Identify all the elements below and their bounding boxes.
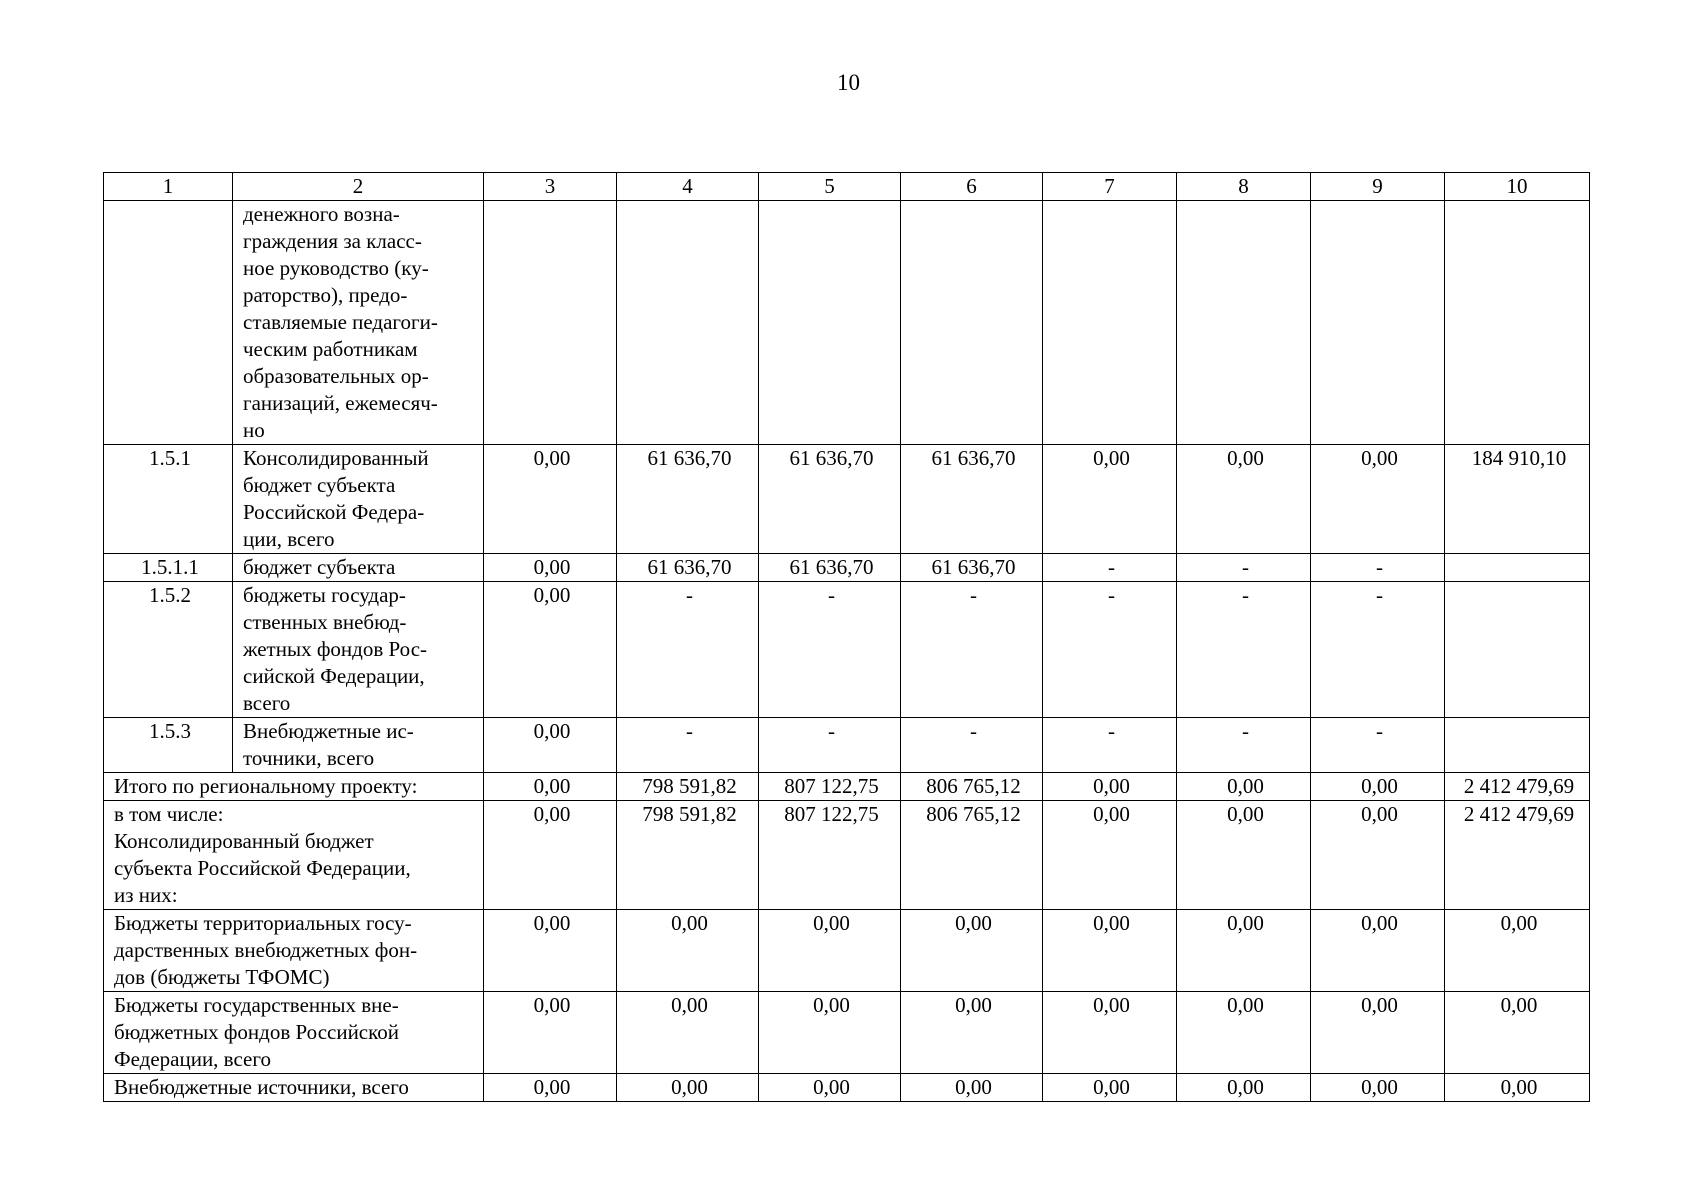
row-description: Внебюджетные ис- точники, всего: [233, 718, 484, 773]
value-cell: 0,00: [1177, 1074, 1311, 1102]
value-cell: [901, 201, 1043, 445]
value-cell: -: [1311, 718, 1445, 773]
value-cell: 0,00: [484, 910, 617, 992]
value-cell: 807 122,75: [759, 773, 901, 801]
value-cell: -: [617, 582, 759, 718]
column-header: 7: [1043, 173, 1177, 201]
value-cell: 0,00: [901, 1074, 1043, 1102]
value-cell: 0,00: [1177, 992, 1311, 1074]
value-cell: 0,00: [1043, 801, 1177, 910]
value-cell: 0,00: [1043, 992, 1177, 1074]
summary-row: [104, 992, 1590, 1074]
value-cell: 0,00: [617, 992, 759, 1074]
row-code: 1.5.2: [104, 582, 233, 718]
value-cell: 61 636,70: [901, 445, 1043, 554]
value-cell: 61 636,70: [617, 445, 759, 554]
column-header: 5: [759, 173, 901, 201]
value-cell: 0,00: [1311, 992, 1445, 1074]
value-cell: 0,00: [1311, 910, 1445, 992]
page-number: 10: [837, 70, 860, 95]
column-header: 1: [104, 173, 233, 201]
value-cell: 0,00: [759, 992, 901, 1074]
summary-row: [104, 801, 1590, 910]
summary-label: Итого по региональному проекту:: [104, 773, 484, 801]
value-cell: 0,00: [1177, 801, 1311, 910]
value-cell: 2 412 479,69: [1445, 801, 1590, 910]
value-cell: 0,00: [484, 801, 617, 910]
value-cell: 0,00: [759, 1074, 901, 1102]
column-header: 10: [1445, 173, 1590, 201]
table-row: [104, 718, 1590, 773]
value-cell: 0,00: [901, 992, 1043, 1074]
value-cell: 0,00: [1311, 1074, 1445, 1102]
value-cell: 0,00: [484, 554, 617, 582]
value-cell: [759, 201, 901, 445]
value-cell: 806 765,12: [901, 773, 1043, 801]
row-description: бюджет субъекта: [233, 554, 484, 582]
value-cell: 0,00: [1177, 910, 1311, 992]
value-cell: 0,00: [1311, 773, 1445, 801]
value-cell: 0,00: [1043, 910, 1177, 992]
value-cell: [484, 201, 617, 445]
column-header: 6: [901, 173, 1043, 201]
row-description: денежного возна- граждения за класс- ное руководство (ку- раторство), предо- ставляемые педагоги- ческим работникам образовательных ор- ганизаций, ежемесяч- но: [233, 201, 484, 445]
value-cell: 61 636,70: [759, 445, 901, 554]
value-cell: 0,00: [1177, 773, 1311, 801]
summary-label: в том числе: Консолидированный бюджет субъекта Российской Федерации, из них:: [104, 801, 484, 910]
value-cell: 0,00: [484, 582, 617, 718]
value-cell: 0,00: [1043, 773, 1177, 801]
value-cell: 0,00: [484, 773, 617, 801]
table-row: [104, 445, 1590, 554]
value-cell: 0,00: [901, 910, 1043, 992]
value-cell: 0,00: [617, 910, 759, 992]
table-row: [104, 554, 1590, 582]
summary-row: [104, 910, 1590, 992]
value-cell: 0,00: [1043, 1074, 1177, 1102]
value-cell: -: [1043, 582, 1177, 718]
value-cell: [1311, 201, 1445, 445]
row-code: [104, 201, 233, 445]
value-cell: 2 412 479,69: [1445, 773, 1590, 801]
value-cell: 0,00: [1311, 801, 1445, 910]
value-cell: [1445, 554, 1590, 582]
value-cell: 184 910,10: [1445, 445, 1590, 554]
value-cell: 0,00: [484, 1074, 617, 1102]
row-code: 1.5.1.1: [104, 554, 233, 582]
value-cell: -: [1177, 554, 1311, 582]
column-header: 9: [1311, 173, 1445, 201]
budget-table: [103, 172, 1590, 1102]
value-cell: -: [901, 582, 1043, 718]
value-cell: 0,00: [1177, 445, 1311, 554]
column-number-row: [104, 173, 1590, 201]
value-cell: 0,00: [1043, 445, 1177, 554]
value-cell: -: [1177, 582, 1311, 718]
column-header: 3: [484, 173, 617, 201]
value-cell: 0,00: [484, 445, 617, 554]
value-cell: 807 122,75: [759, 801, 901, 910]
row-description: бюджеты государ- ственных внебюд- жетных фондов Рос- сийской Федерации, всего: [233, 582, 484, 718]
value-cell: [1043, 201, 1177, 445]
value-cell: 798 591,82: [617, 773, 759, 801]
value-cell: -: [759, 718, 901, 773]
value-cell: 61 636,70: [617, 554, 759, 582]
value-cell: [1177, 201, 1311, 445]
summary-row: [104, 773, 1590, 801]
value-cell: 0,00: [1445, 992, 1590, 1074]
value-cell: 806 765,12: [901, 801, 1043, 910]
summary-label: Внебюджетные источники, всего: [104, 1074, 484, 1102]
value-cell: -: [617, 718, 759, 773]
column-header: 8: [1177, 173, 1311, 201]
table-row: [104, 582, 1590, 718]
value-cell: 0,00: [484, 992, 617, 1074]
column-header: 2: [233, 173, 484, 201]
summary-label: Бюджеты территориальных госу- дарственных внебюджетных фон- дов (бюджеты ТФОМС): [104, 910, 484, 992]
value-cell: 0,00: [1445, 1074, 1590, 1102]
value-cell: 0,00: [484, 718, 617, 773]
value-cell: -: [1311, 554, 1445, 582]
value-cell: -: [1043, 554, 1177, 582]
value-cell: 61 636,70: [901, 554, 1043, 582]
value-cell: [617, 201, 759, 445]
value-cell: 798 591,82: [617, 801, 759, 910]
summary-row: [104, 1074, 1590, 1102]
value-cell: [1445, 718, 1590, 773]
row-description: Консолидированный бюджет субъекта Российской Федера- ции, всего: [233, 445, 484, 554]
row-code: 1.5.1: [104, 445, 233, 554]
value-cell: [1445, 582, 1590, 718]
value-cell: 0,00: [1311, 445, 1445, 554]
value-cell: 61 636,70: [759, 554, 901, 582]
column-header: 4: [617, 173, 759, 201]
row-code: 1.5.3: [104, 718, 233, 773]
value-cell: [1445, 201, 1590, 445]
value-cell: -: [1043, 718, 1177, 773]
value-cell: -: [759, 582, 901, 718]
value-cell: 0,00: [617, 1074, 759, 1102]
value-cell: -: [901, 718, 1043, 773]
value-cell: 0,00: [1445, 910, 1590, 992]
value-cell: -: [1177, 718, 1311, 773]
summary-label: Бюджеты государственных вне- бюджетных фондов Российской Федерации, всего: [104, 992, 484, 1074]
value-cell: -: [1311, 582, 1445, 718]
table-row: [104, 201, 1590, 445]
value-cell: 0,00: [759, 910, 901, 992]
